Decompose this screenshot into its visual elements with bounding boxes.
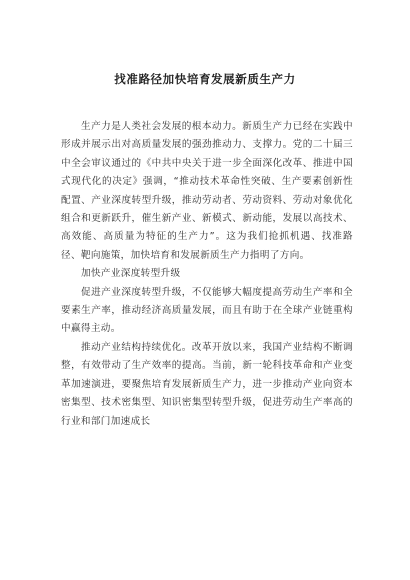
- section-heading: 加快产业深度转型升级: [81, 268, 181, 280]
- paragraph-intro: 生产力是人类社会发展的根本动力。新质生产力已经在实践中形成并展示出对高质量发展的强劲推动力、支撑力。党的二十届三中全会审议通过的《中共中央关于进一步全面深化改革、推进中国式现代化的决定》强调，“推动技术革命性突破、生产要素创新性配置、产业深度转型升级，推动劳动者、劳动资料、劳动对象优化组合和更新跃升，催生新产业、新模式、新动能，发展以高技术、高效能、高质量为特征的生产力”。这为我们抢抓机遇、找准路径、靶向施策，加快培育和发展新质生产力指明了方向。: [61, 121, 353, 261]
- paragraph-structure: 推动产业结构持续优化。改革开放以来，我国产业结构不断调整，有效带动了生产效率的提高。当前，新一轮科技革命和产业变革加速演进，要聚焦培育发展新质生产力，进一步推动产业向资本密集型、技术密集型、知识密集型转型升级，促进劳动生产率高的行业和部门加速成长: [61, 341, 353, 427]
- paragraph-upgrade: 促进产业深度转型升级，不仅能够大幅度提高劳动生产率和全要素生产率，推动经济高质量发展，而且有助于在全球产业链重构中赢得主动。: [61, 286, 353, 335]
- document-title: 找准路径加快培育发展新质生产力: [114, 72, 296, 86]
- document-body: [61, 118, 353, 431]
